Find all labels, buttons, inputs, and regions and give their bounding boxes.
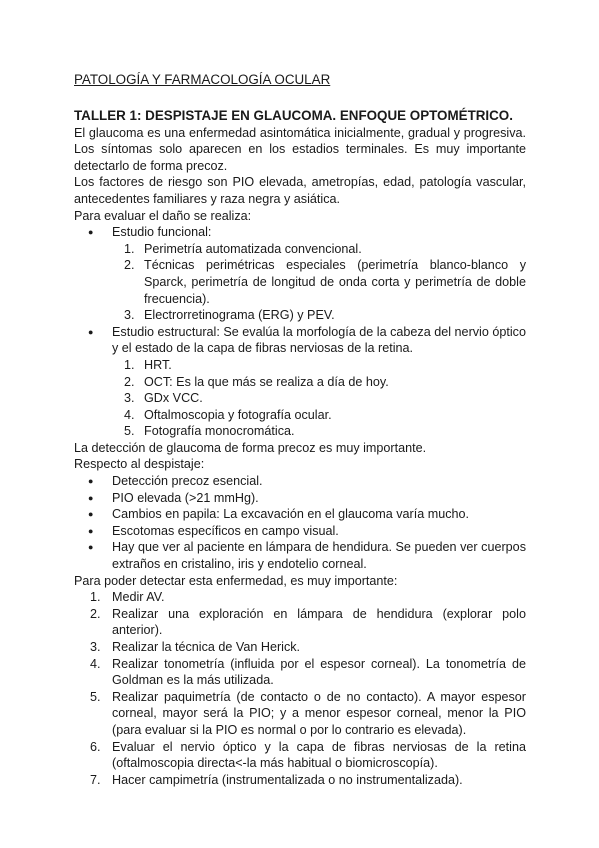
item-number: 5. xyxy=(124,424,135,439)
list-item xyxy=(74,689,526,739)
structural-study-label: Estudio estructural: Se evalúa la morfología de la cabeza del nervio óptico y el estado de la capa de fibras nerviosas de la retina. xyxy=(112,324,526,356)
item-text: Realizar paquimetría (de contacto o de no contacto). A mayor espesor corneal, mayor será la PIO; y a menor espesor corneal, menor la PIO (para evaluar si la PIO es normal o por lo contrario es elevada). xyxy=(112,689,526,737)
list-item xyxy=(74,423,526,440)
screening-list xyxy=(74,473,526,573)
list-item: ● PIO elevada (>21 mmHg). xyxy=(74,490,526,507)
item-text: Oftalmoscopia y fotografía ocular. xyxy=(144,407,332,422)
list-item xyxy=(74,374,526,391)
item-text: Medir AV. xyxy=(112,590,165,605)
list-item xyxy=(74,739,526,772)
item-text: Realizar una exploración en lámpara de hendidura (explorar polo anterior). xyxy=(112,606,526,638)
item-text: Técnicas perimétricas especiales (perimetría blanco-blanco y Sparck, perimetría de longitud de onda corta y perimetría de doble frecuencia). xyxy=(144,258,526,306)
list-item xyxy=(74,390,526,407)
steps-intro: Para poder detectar esta enfermedad, es muy importante: xyxy=(74,573,398,588)
list-item xyxy=(74,639,526,656)
item-text: Fotografía monocromática. xyxy=(144,424,295,439)
list-item: ● Cambios en papila: La excavación en el glaucoma varía mucho. xyxy=(74,506,526,523)
section-heading: TALLER 1: DESPISTAJE EN GLAUCOMA. ENFOQUE OPTOMÉTRICO. xyxy=(74,107,513,123)
item-number: 1. xyxy=(124,241,135,256)
item-number: 3. xyxy=(124,308,135,323)
list-item xyxy=(74,606,526,639)
item-text: Evaluar el nervio óptico y la capa de fibras nerviosas de la retina (oftalmoscopia directa<-la más habitual o biomicroscopía). xyxy=(112,739,526,771)
list-item xyxy=(74,589,526,606)
item-number: 5. xyxy=(90,689,101,704)
list-item xyxy=(74,656,526,689)
item-number: 1. xyxy=(124,357,135,372)
structural-study-list xyxy=(112,357,526,440)
item-number: 4. xyxy=(124,407,135,422)
screening-intro: Respecto al despistaje: xyxy=(74,457,205,472)
evaluation-list xyxy=(74,224,526,440)
item-text: HRT. xyxy=(144,357,172,372)
item-number: 7. xyxy=(90,772,101,787)
item-number: 3. xyxy=(124,391,135,406)
detection-note: La detección de glaucoma de forma precoz es muy importante. xyxy=(74,440,427,455)
item-number: 2. xyxy=(124,258,135,273)
list-item xyxy=(74,241,526,258)
list-item: ● Detección precoz esencial. xyxy=(74,473,526,490)
functional-study-label: Estudio funcional: xyxy=(112,225,212,240)
list-item: ● Hay que ver al paciente en lámpara de hendidura. Se pueden ver cuerpos extraños en cristalino, iris y endotelio corneal. xyxy=(74,539,526,572)
evaluation-intro: Para evaluar el daño se realiza: xyxy=(74,208,252,223)
list-item xyxy=(74,224,526,324)
document-body xyxy=(74,72,526,788)
risk-factors-paragraph: Los factores de riesgo son PIO elevada, ametropías, edad, patología vascular, antecedentes familiares y raza negra y asiática. xyxy=(74,175,526,206)
item-number: 6. xyxy=(90,739,101,754)
list-item xyxy=(74,257,526,307)
item-number: 2. xyxy=(124,374,135,389)
list-item: ● Escotomas específicos en campo visual. xyxy=(74,523,526,540)
list-item xyxy=(74,407,526,424)
intro-paragraph: El glaucoma es una enfermedad asintomática inicialmente, gradual y progresiva. Los síntomas solo aparecen en los estadios terminales. Es muy importante detectarlo de forma precoz. xyxy=(74,125,526,173)
item-text: Hacer campimetría (instrumentalizada o no instrumentalizada). xyxy=(112,772,463,787)
document-title: PATOLOGÍA Y FARMACOLOGÍA OCULAR xyxy=(74,72,331,87)
item-text: Realizar la técnica de Van Herick. xyxy=(112,640,301,654)
item-text: Realizar tonometría (influida por el espesor corneal). La tonometría de Goldman es la más utilizada. xyxy=(112,656,526,688)
list-item xyxy=(74,772,526,789)
list-item xyxy=(74,357,526,374)
item-number: 3. xyxy=(90,640,101,654)
item-text: Perimetría automatizada convencional. xyxy=(144,241,362,256)
list-item xyxy=(74,324,526,440)
item-number: 1. xyxy=(90,590,101,605)
functional-study-list xyxy=(112,241,526,324)
item-text: Electrorretinograma (ERG) y PEV. xyxy=(144,308,335,323)
item-text: GDx VCC. xyxy=(144,391,203,406)
list-item xyxy=(74,307,526,324)
item-number: 4. xyxy=(90,656,101,671)
item-number: 2. xyxy=(90,606,101,621)
steps-list xyxy=(74,589,526,788)
item-text: OCT: Es la que más se realiza a día de hoy. xyxy=(144,374,389,389)
